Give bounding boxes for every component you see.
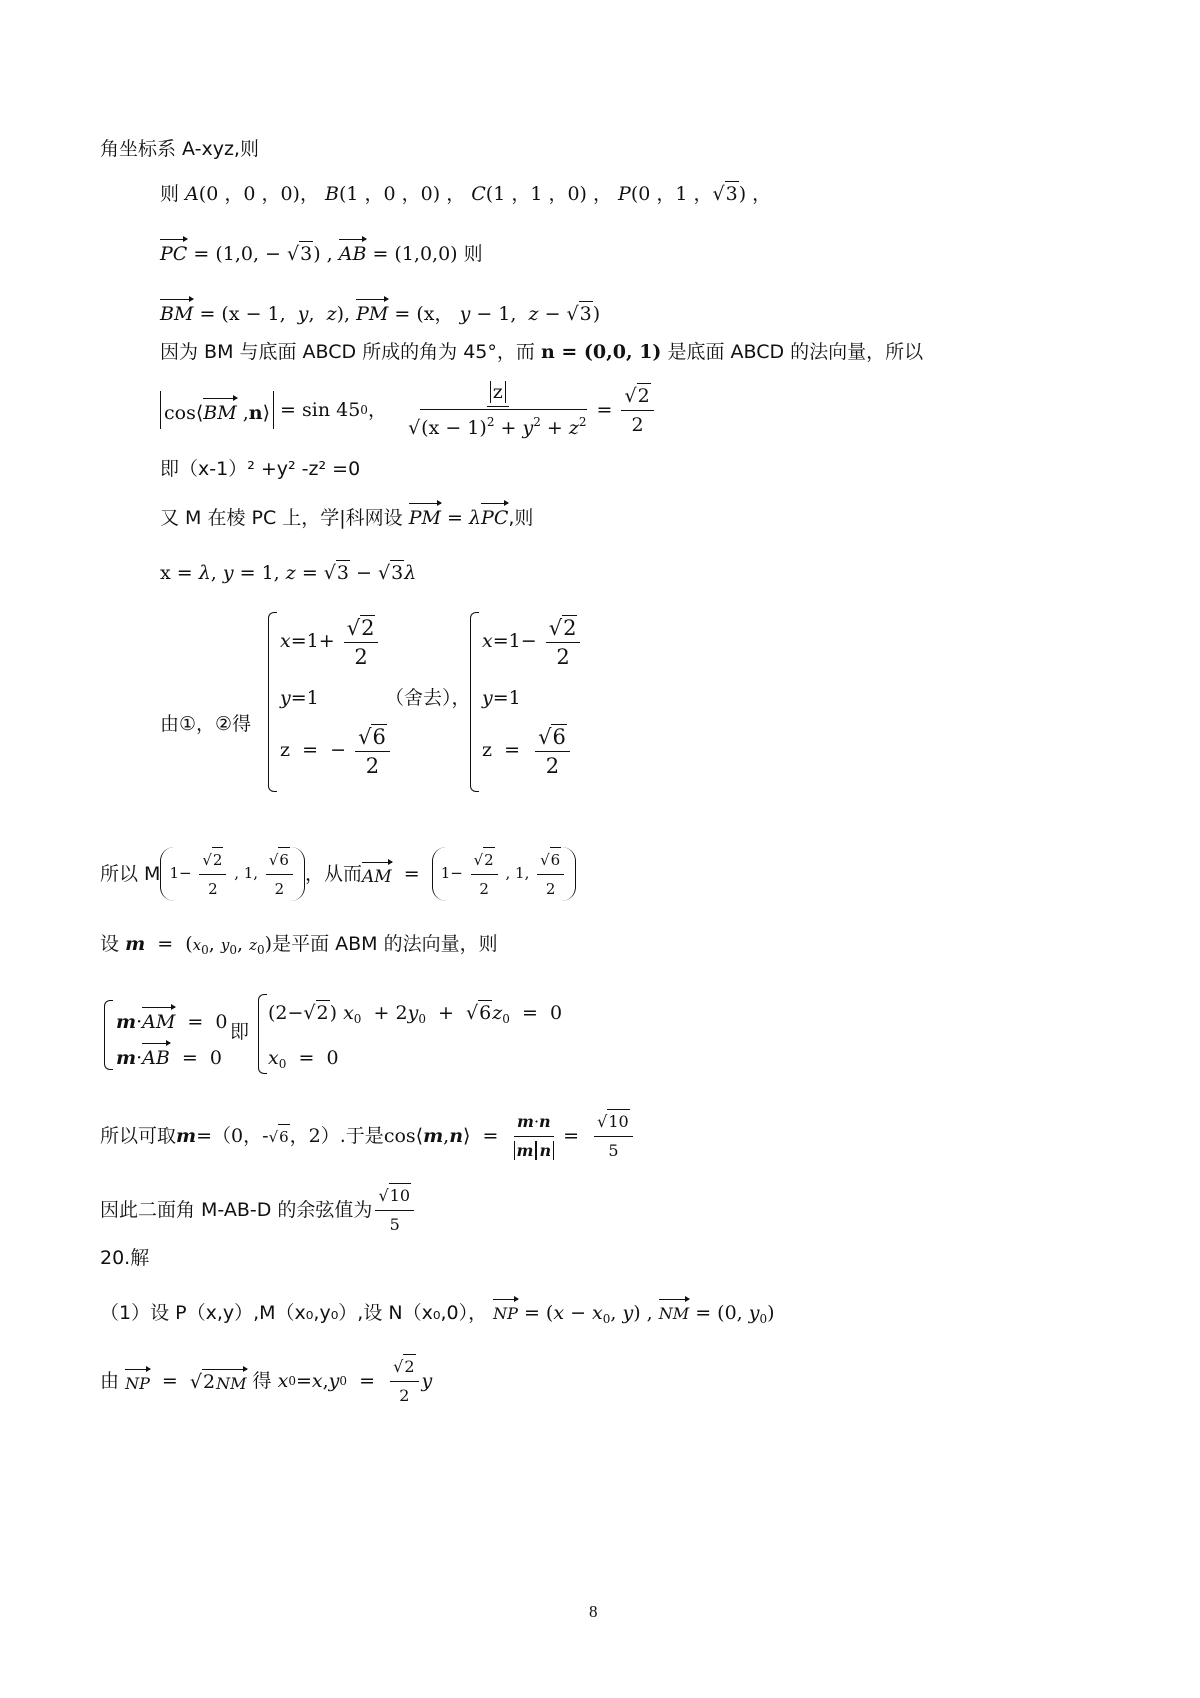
param-equation: x = λ, y = 1, z = √3 − √3λ: [160, 562, 417, 584]
cos-result: 所以可取 m =（0，- √6 ，2） .于是 cos⟨ m , n ⟩ = $\frac{m\cdot n}{\text{m n}}$ = $\frac{√10}{5}$: [100, 1108, 636, 1164]
m-on-pc: 又 M 在棱 PC 上，学|科网设 PM = λPC,则: [160, 500, 533, 530]
label-then-2: 则: [463, 243, 483, 265]
vectors-pc-ab: PC = (1,0, − √3) , AB = (1,0,0) 则: [160, 236, 483, 266]
text-line-coordinate-system: 角坐标系 A-xyz,则: [100, 138, 259, 160]
eq-expanded-1: (2−√2) $x_0 + 2y_0 + √6z_0 = 0$: [268, 1002, 563, 1026]
sys1-z: z = − $\frac{√6}{2}$: [280, 724, 393, 778]
label-then: 则: [160, 183, 180, 205]
angle-statement: [160, 340, 923, 364]
label-namely: 即: [230, 1021, 250, 1043]
sys1-y: y=1: [280, 687, 319, 709]
left-brace: [268, 612, 277, 792]
normal-m-prefix: 设: [100, 933, 120, 955]
sys2-z: z = $\frac{√6}{2}$: [482, 724, 573, 778]
relation-prefix: 由: [100, 1370, 120, 1392]
angle-text-tail: 是底面 ABCD 的法向量，所以: [667, 341, 924, 363]
eq-expanded-2: $x_0 = 0$: [268, 1047, 339, 1071]
setup-text: （1）设 P（x,y）,M（x₀,y₀）,设 N（x₀,0），: [100, 1302, 488, 1324]
points-coordinates: 则 A(0 ，0 ，0)， B(1 ，0 ，0) ， C(1 ，1 ，0) ， P(0 ，1 ，√3) ，: [160, 183, 772, 205]
problem-20-setup: （1）设 P（x,y）,M（x₀,y₀）,设 N（x₀,0）， NP = ($x - x_0$, y) , NM = (0, $y_0$): [100, 1296, 775, 1331]
normal-brace-2: [258, 994, 267, 1074]
system-label: 由①，②得: [160, 713, 252, 735]
sys2-x: x=1− $\frac{√2}{2}$: [482, 615, 583, 669]
sys1-x: x=1+ $\frac{√2}{2}$: [280, 615, 381, 669]
angle-text: 因为 BM 与底面 ABCD 所成的角为 45°，而: [160, 341, 535, 363]
cos-result-mid: .于是: [339, 1125, 384, 1147]
point-m-result: 所以 M 1− $\frac{√2}{2}$ , 1, $\frac{√6}{2}$ ，从而 AM = 1− $\frac{√2}{2}$ , 1, $\frac{√6}{2}$: [100, 845, 576, 903]
point-m-prefix: 所以 M: [100, 863, 161, 885]
m-on-pc-suffix: ,则: [508, 507, 534, 529]
sys2-y: y=1: [482, 687, 521, 709]
problem-20-relation: 由 NP = √2 NM 得 x 0 = x , y 0 = $\frac{√2}{2}$ y: [100, 1355, 432, 1407]
final-cosine: 因此二面角 M-AB-D 的余弦值为 $\frac{√10}{5}$: [100, 1186, 417, 1234]
eq-m-am: m·AM = 0: [116, 1004, 228, 1034]
right-brace: [470, 612, 479, 792]
normal-m-suffix: 是平面 ABM 的法向量，则: [272, 933, 498, 955]
cos-equation: cos⟨BM ,n⟩ = sin 45 0 ， $\frac{z}{√(x - 1)^2 + y^2 + z^2}$ = $\frac{√2}{2}$: [160, 380, 657, 440]
rejected-note: （舍去），: [385, 687, 471, 709]
normal-vector-n: n = (0,0, 1): [540, 341, 662, 363]
relation-mid: 得: [252, 1370, 272, 1392]
normal-brace-1: [104, 1000, 113, 1070]
problem-20-heading: 20.解: [100, 1247, 150, 1269]
final-cosine-text: 因此二面角 M-AB-D 的余弦值为: [100, 1199, 373, 1221]
equation-1: 即（x-1）² +y² -z² =0: [160, 458, 361, 480]
eq-m-ab: m·AB = 0: [116, 1040, 222, 1070]
page-number: 8: [589, 1602, 598, 1621]
cos-result-prefix: 所以可取: [100, 1125, 177, 1147]
point-m-mid: ，从而: [304, 863, 362, 885]
vectors-bm-pm: BM = (x − 1, y, z), PM = (x， y − 1, z − √3): [160, 296, 600, 326]
normal-m-def: 设 $m = (x_0$, $y_0$, $z_0$)是平面 ABM 的法向量，则: [100, 933, 498, 957]
m-on-pc-text: 又 M 在棱 PC 上，学|科网设: [160, 507, 403, 529]
